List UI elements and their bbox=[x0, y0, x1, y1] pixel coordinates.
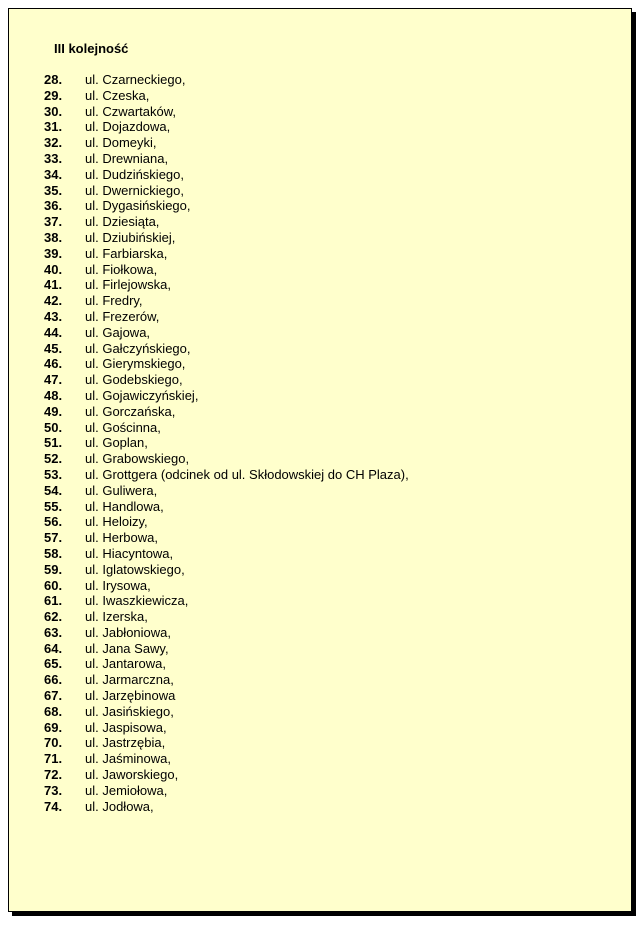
street-name: ul. Jaworskiego, bbox=[85, 767, 179, 783]
item-number: 53. bbox=[44, 466, 63, 482]
item-number: 31. bbox=[44, 119, 63, 135]
list-item bbox=[44, 704, 409, 720]
list-item bbox=[44, 72, 409, 88]
list-item bbox=[44, 262, 409, 278]
item-number: 50. bbox=[44, 419, 63, 435]
street-name: ul. Jasińskiego, bbox=[85, 703, 174, 719]
list-item bbox=[44, 609, 409, 625]
street-name: ul. Gościnna, bbox=[85, 419, 161, 435]
item-number: 32. bbox=[44, 135, 63, 151]
street-name: ul. Dwernickiego, bbox=[85, 182, 184, 198]
street-name: ul. Czwartaków, bbox=[85, 103, 177, 119]
item-number: 62. bbox=[44, 609, 63, 625]
item-number: 70. bbox=[44, 735, 63, 751]
document-page bbox=[8, 8, 632, 912]
list-item bbox=[44, 230, 409, 246]
item-number: 72. bbox=[44, 767, 63, 783]
item-number: 39. bbox=[44, 245, 63, 261]
list-item bbox=[44, 672, 409, 688]
item-number: 52. bbox=[44, 451, 63, 467]
list-item bbox=[44, 104, 409, 120]
list-item bbox=[44, 483, 409, 499]
street-name: ul. Jodłowa, bbox=[85, 798, 154, 814]
list-item bbox=[44, 641, 409, 657]
street-name: ul. Izerska, bbox=[85, 609, 148, 625]
street-name: ul. Jana Sawy, bbox=[85, 640, 169, 656]
item-number: 65. bbox=[44, 656, 63, 672]
list-item bbox=[44, 404, 409, 420]
item-number: 37. bbox=[44, 214, 63, 230]
street-name: ul. Czarneckiego, bbox=[85, 72, 186, 87]
item-number: 35. bbox=[44, 182, 63, 198]
item-number: 61. bbox=[44, 593, 63, 609]
street-name: ul. Gierymskiego, bbox=[85, 356, 186, 372]
item-number: 69. bbox=[44, 719, 63, 735]
list-item bbox=[44, 325, 409, 341]
list-item bbox=[44, 514, 409, 530]
list-item bbox=[44, 119, 409, 135]
list-item bbox=[44, 293, 409, 309]
item-number: 58. bbox=[44, 545, 63, 561]
list-item bbox=[44, 167, 409, 183]
item-number: 68. bbox=[44, 703, 63, 719]
list-item bbox=[44, 88, 409, 104]
street-name: ul. Grottgera (odcinek od ul. Skłodowskiej do CH Plaza), bbox=[85, 466, 409, 482]
item-number: 47. bbox=[44, 372, 63, 388]
item-number: 36. bbox=[44, 198, 63, 214]
list-item bbox=[44, 751, 409, 767]
list-item bbox=[44, 341, 409, 357]
street-name: ul. Gojawiczyńskiej, bbox=[85, 387, 199, 403]
list-item bbox=[44, 388, 409, 404]
list-item bbox=[44, 151, 409, 167]
street-name: ul. Irysowa, bbox=[85, 577, 151, 593]
item-number: 66. bbox=[44, 672, 63, 688]
item-number: 42. bbox=[44, 293, 63, 309]
item-number: 49. bbox=[44, 403, 63, 419]
street-name: ul. Jantarowa, bbox=[85, 656, 166, 672]
street-name: ul. Grabowskiego, bbox=[85, 451, 190, 467]
list-item bbox=[44, 183, 409, 199]
item-number: 30. bbox=[44, 103, 63, 119]
item-number: 51. bbox=[44, 435, 63, 451]
item-number: 57. bbox=[44, 530, 63, 546]
section-heading: III kolejność bbox=[54, 41, 129, 56]
list-item bbox=[44, 214, 409, 230]
item-number: 45. bbox=[44, 340, 63, 356]
street-name: ul. Dziubińskiej, bbox=[85, 229, 176, 245]
street-name: ul. Iwaszkiewicza, bbox=[85, 593, 189, 609]
street-name: ul. Jaśminowa, bbox=[85, 751, 171, 767]
street-name: ul. Jabłoniowa, bbox=[85, 624, 171, 640]
list-item bbox=[44, 467, 409, 483]
street-name: ul. Gajowa, bbox=[85, 324, 151, 340]
item-number: 43. bbox=[44, 308, 63, 324]
list-item bbox=[44, 578, 409, 594]
street-name: ul. Fredry, bbox=[85, 293, 143, 309]
item-number: 64. bbox=[44, 640, 63, 656]
street-name: ul. Gorczańska, bbox=[85, 403, 176, 419]
list-item bbox=[44, 530, 409, 546]
list-item bbox=[44, 593, 409, 609]
item-number: 40. bbox=[44, 261, 63, 277]
item-number: 54. bbox=[44, 482, 63, 498]
item-number: 29. bbox=[44, 87, 63, 103]
street-name: ul. Jaspisowa, bbox=[85, 719, 167, 735]
street-name: ul. Gałczyńskiego, bbox=[85, 340, 191, 356]
list-item bbox=[44, 625, 409, 641]
item-number: 60. bbox=[44, 577, 63, 593]
item-number: 71. bbox=[44, 751, 63, 767]
street-name: ul. Firlejowska, bbox=[85, 277, 171, 293]
item-number: 33. bbox=[44, 150, 63, 166]
street-name: ul. Dojazdowa, bbox=[85, 119, 171, 135]
street-name: ul. Drewniana, bbox=[85, 150, 169, 166]
list-item bbox=[44, 451, 409, 467]
list-item bbox=[44, 799, 409, 815]
street-name: ul. Jarmarczna, bbox=[85, 672, 174, 688]
street-name: ul. Dziesiąta, bbox=[85, 214, 160, 230]
list-item bbox=[44, 309, 409, 325]
item-number: 74. bbox=[44, 798, 63, 814]
item-number: 73. bbox=[44, 782, 63, 798]
list-item bbox=[44, 767, 409, 783]
list-item bbox=[44, 246, 409, 262]
item-number: 46. bbox=[44, 356, 63, 372]
list-item bbox=[44, 546, 409, 562]
street-name: ul. Guliwera, bbox=[85, 482, 158, 498]
list-item bbox=[44, 562, 409, 578]
item-number: 59. bbox=[44, 561, 63, 577]
list-item bbox=[44, 435, 409, 451]
street-name: ul. Iglatowskiego, bbox=[85, 561, 185, 577]
street-name: ul. Handlowa, bbox=[85, 498, 164, 514]
item-number: 56. bbox=[44, 514, 63, 530]
street-name: ul. Herbowa, bbox=[85, 530, 158, 546]
list-item bbox=[44, 735, 409, 751]
street-name: ul. Jarzębinowa bbox=[85, 688, 176, 704]
street-name: ul. Farbiarska, bbox=[85, 245, 168, 261]
item-number: 41. bbox=[44, 277, 63, 293]
street-name: ul. Domeyki, bbox=[85, 135, 157, 151]
list-item bbox=[44, 420, 409, 436]
list-item bbox=[44, 372, 409, 388]
item-number: 67. bbox=[44, 688, 63, 704]
street-name: ul. Hiacyntowa, bbox=[85, 545, 174, 561]
street-name: ul. Fiołkowa, bbox=[85, 261, 158, 277]
list-item bbox=[44, 656, 409, 672]
list-item bbox=[44, 356, 409, 372]
street-name: ul. Dudzińskiego, bbox=[85, 166, 184, 182]
list-item bbox=[44, 688, 409, 704]
list-item bbox=[44, 277, 409, 293]
item-number: 34. bbox=[44, 166, 63, 182]
list-item bbox=[44, 499, 409, 515]
street-name: ul. Heloizy, bbox=[85, 514, 148, 530]
item-number: 28. bbox=[44, 72, 63, 87]
street-name: ul. Dygasińskiego, bbox=[85, 198, 191, 214]
street-name: ul. Jastrzębia, bbox=[85, 735, 166, 751]
street-name: ul. Godebskiego, bbox=[85, 372, 183, 388]
street-name: ul. Goplan, bbox=[85, 435, 148, 451]
item-number: 38. bbox=[44, 229, 63, 245]
item-number: 44. bbox=[44, 324, 63, 340]
item-number: 63. bbox=[44, 624, 63, 640]
street-list bbox=[44, 72, 409, 814]
list-item bbox=[44, 135, 409, 151]
street-name: ul. Jemiołowa, bbox=[85, 782, 168, 798]
item-number: 55. bbox=[44, 498, 63, 514]
street-name: ul. Czeska, bbox=[85, 87, 150, 103]
item-number: 48. bbox=[44, 387, 63, 403]
list-item bbox=[44, 720, 409, 736]
list-item bbox=[44, 198, 409, 214]
street-name: ul. Frezerów, bbox=[85, 308, 160, 324]
list-item bbox=[44, 783, 409, 799]
